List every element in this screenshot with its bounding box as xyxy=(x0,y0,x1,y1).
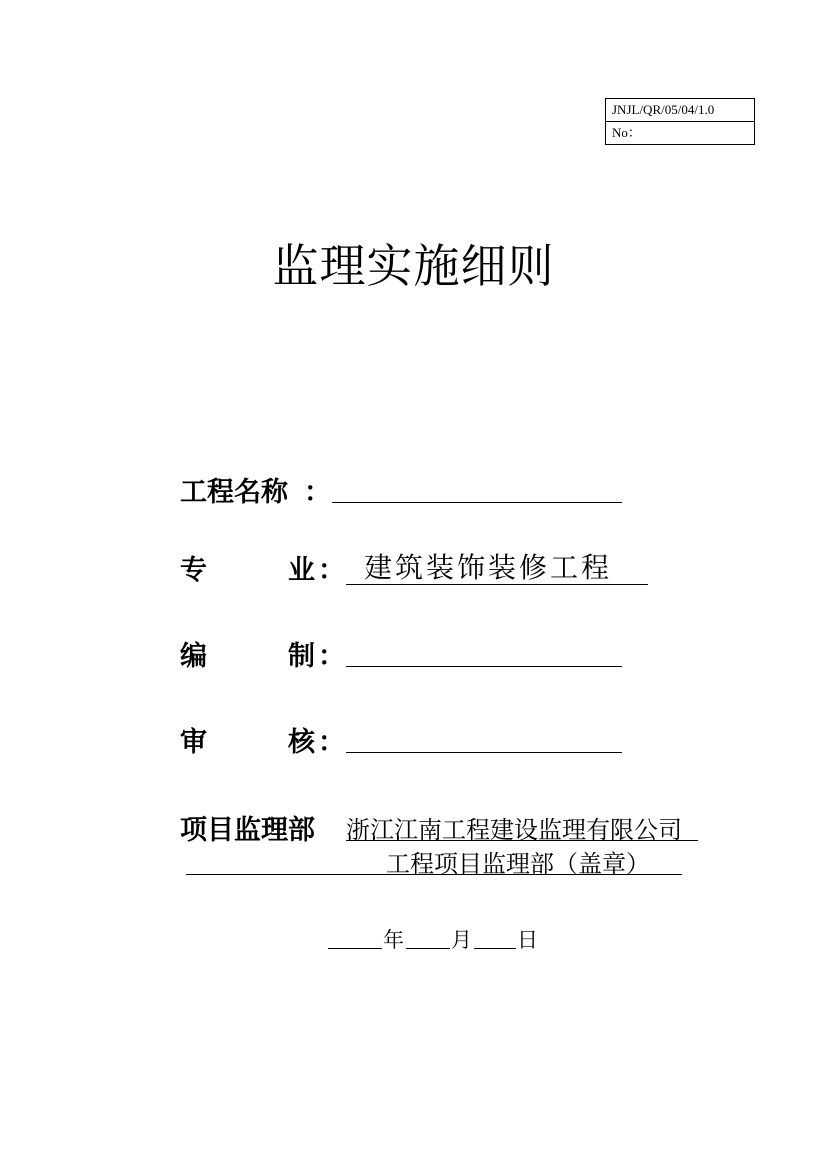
compiler-colon: ： xyxy=(318,641,345,672)
reviewer-colon: ： xyxy=(318,727,345,758)
project-name-label: 工程名称 xyxy=(180,477,288,508)
date-year-blank xyxy=(328,924,382,949)
document-number: No： xyxy=(606,121,754,144)
compiler-label-char-1: 编 xyxy=(180,641,207,672)
date-day-blank xyxy=(474,924,516,949)
project-name-field xyxy=(332,474,622,503)
company-name: 浙江江南工程建设监理有限公司 xyxy=(346,816,682,844)
date-month-label: 月 xyxy=(451,928,472,952)
document-code-box xyxy=(605,98,755,145)
specialty-value: 建筑装饰装修工程 xyxy=(364,551,613,584)
department-name-seal: 工程项目监理部（盖章） xyxy=(386,850,650,878)
compiler-label-char-2: 制 xyxy=(288,641,315,672)
date-day-label: 日 xyxy=(517,928,538,952)
reviewer-field xyxy=(346,724,622,753)
reviewer-label-char-1: 审 xyxy=(180,727,207,758)
specialty-colon: ： xyxy=(318,555,345,586)
compiler-field xyxy=(346,638,622,667)
specialty-label-char-1: 专 xyxy=(180,555,207,586)
date-month-blank xyxy=(406,924,450,949)
reviewer-label-char-2: 核 xyxy=(288,727,315,758)
date-year-label: 年 xyxy=(383,928,404,952)
specialty-label-char-2: 业 xyxy=(288,555,315,586)
page-title: 监理实施细则 xyxy=(272,239,555,293)
document-code: JNJL/QR/05/04/1.0 xyxy=(612,102,715,117)
project-name-colon: ： xyxy=(304,477,331,508)
department-label: 项目监理部 xyxy=(180,815,315,846)
